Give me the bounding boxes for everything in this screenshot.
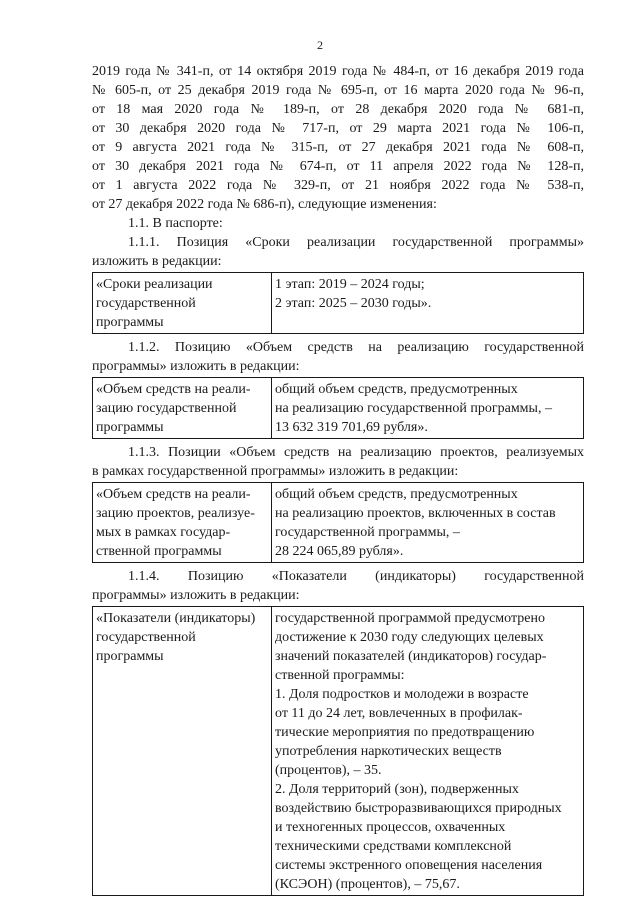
position-table	[92, 606, 584, 896]
position-table	[92, 272, 584, 334]
cell-line: 28 224 065,89 рубля».	[275, 544, 404, 559]
section-1-1-4	[92, 567, 584, 896]
cell-line: мых в рамках государ-	[96, 525, 231, 540]
cell-line: государственной программы, –	[275, 525, 460, 540]
cell-line: «Объем средств на реали-	[96, 487, 251, 502]
cell-line: системы экстренного оповещения населения	[275, 858, 543, 873]
table-row	[93, 483, 584, 563]
section-heading: 1.1.3. Позиции «Объем средств на реализацию проектов, реализуемых	[128, 445, 584, 460]
cell-line: общий объем средств, предусмотренных	[275, 382, 518, 397]
cell-line: от 11 до 24 лет, вовлеченных в профилак-	[275, 706, 523, 721]
cell-line: 13 632 319 701,69 рубля».	[275, 420, 428, 435]
cell-line: (процентов), – 35.	[275, 763, 382, 778]
position-name-cell	[93, 483, 272, 563]
intro-line: от 27 декабря 2022 года № 686-п), следующие изменения:	[92, 197, 437, 212]
position-name-cell	[93, 378, 272, 439]
cell-line: общий объем средств, предусмотренных	[275, 487, 518, 502]
intro-line: от 30 декабря 2020 года № 717-п, от 29 марта 2021 года № 106-п,	[92, 121, 584, 136]
intro-line: от 18 мая 2020 года № 189-п, от 28 декабря 2020 года № 681-п,	[92, 102, 584, 117]
cell-line: на реализацию государственной программы, –	[275, 401, 552, 416]
table-row	[93, 273, 584, 334]
cell-line: ственной программы	[96, 544, 222, 559]
cell-line: зацию государственной	[96, 401, 237, 416]
section-heading-cont: программы» изложить в редакции:	[92, 588, 300, 603]
section-1-1-3	[92, 443, 584, 563]
intro-line: № 605-п, от 25 декабря 2019 года № 695-п, от 16 марта 2020 года № 96-п,	[92, 83, 584, 98]
cell-line: государственной программой предусмотрено	[275, 611, 545, 626]
cell-line: зацию проектов, реализуе-	[96, 506, 255, 521]
section-1-1-1	[92, 233, 584, 334]
position-name-cell	[93, 607, 272, 896]
intro-line: 2019 года № 341-п, от 14 октября 2019 года № 484-п, от 16 декабря 2019 года	[92, 64, 584, 79]
cell-line: 1. Доля подростков и молодежи в возрасте	[275, 687, 529, 702]
position-table	[92, 377, 584, 439]
position-value-cell	[272, 273, 584, 334]
table-row	[93, 607, 584, 896]
position-value-cell	[272, 607, 584, 896]
cell-line: государственной	[96, 630, 196, 645]
cell-line: воздействию быстроразвивающихся природных	[275, 801, 562, 816]
cell-line: на реализацию проектов, включенных в состав	[275, 506, 556, 521]
cell-line: программы	[96, 420, 164, 435]
page-number: 2	[317, 38, 323, 52]
section-heading-cont: в рамках государственной программы» изложить в редакции:	[92, 464, 459, 479]
cell-line: программы	[96, 315, 164, 330]
cell-line: «Объем средств на реали-	[96, 382, 251, 397]
position-value-cell	[272, 378, 584, 439]
section-heading: 1.1.1. Позиция «Сроки реализации государственной программы»	[128, 235, 584, 250]
cell-line: и техногенных процессов, охваченных	[275, 820, 506, 835]
cell-line: «Сроки реализации	[96, 277, 213, 292]
cell-line: государственной	[96, 296, 196, 311]
position-value-cell	[272, 483, 584, 563]
intro-line: от 1 августа 2022 года № 329-п, от 21 ноября 2022 года № 538-п,	[92, 178, 584, 193]
cell-line: 2 этап: 2025 – 2030 годы».	[275, 296, 432, 311]
document-body	[92, 62, 584, 900]
cell-line: 2. Доля территорий (зон), подверженных	[275, 782, 519, 797]
intro-line: от 9 августа 2021 года № 315-п, от 27 декабря 2021 года № 608-п,	[92, 140, 584, 155]
cell-line: программы	[96, 649, 164, 664]
position-table	[92, 482, 584, 563]
item-heading: 1.1. В паспорте:	[128, 216, 223, 231]
cell-line: (КСЭОН) (процентов), – 75,67.	[275, 877, 460, 892]
cell-line: техническими средствами комплексной	[275, 839, 512, 854]
cell-line: употребления наркотических веществ	[275, 744, 502, 759]
section-heading: 1.1.4. Позицию «Показатели (индикаторы) государственной	[128, 569, 584, 584]
cell-line: достижение к 2030 году следующих целевых	[275, 630, 544, 645]
table-row	[93, 378, 584, 439]
section-heading: 1.1.2. Позицию «Объем средств на реализацию государственной	[128, 340, 584, 355]
intro-line: от 30 декабря 2021 года № 674-п, от 11 апреля 2022 года № 128-п,	[92, 159, 584, 174]
position-name-cell	[93, 273, 272, 334]
cell-line: тические мероприятия по предотвращению	[275, 725, 535, 740]
cell-line: 1 этап: 2019 – 2024 годы;	[275, 277, 425, 292]
cell-line: «Показатели (индикаторы)	[96, 611, 256, 626]
section-heading-cont: программы» изложить в редакции:	[92, 359, 300, 374]
cell-line: значений показателей (индикаторов) государ-	[275, 649, 547, 664]
cell-line: ственной программы:	[275, 668, 405, 683]
section-heading-cont: изложить в редакции:	[92, 254, 222, 269]
section-1-1-2	[92, 338, 584, 439]
intro-paragraph	[92, 62, 584, 214]
